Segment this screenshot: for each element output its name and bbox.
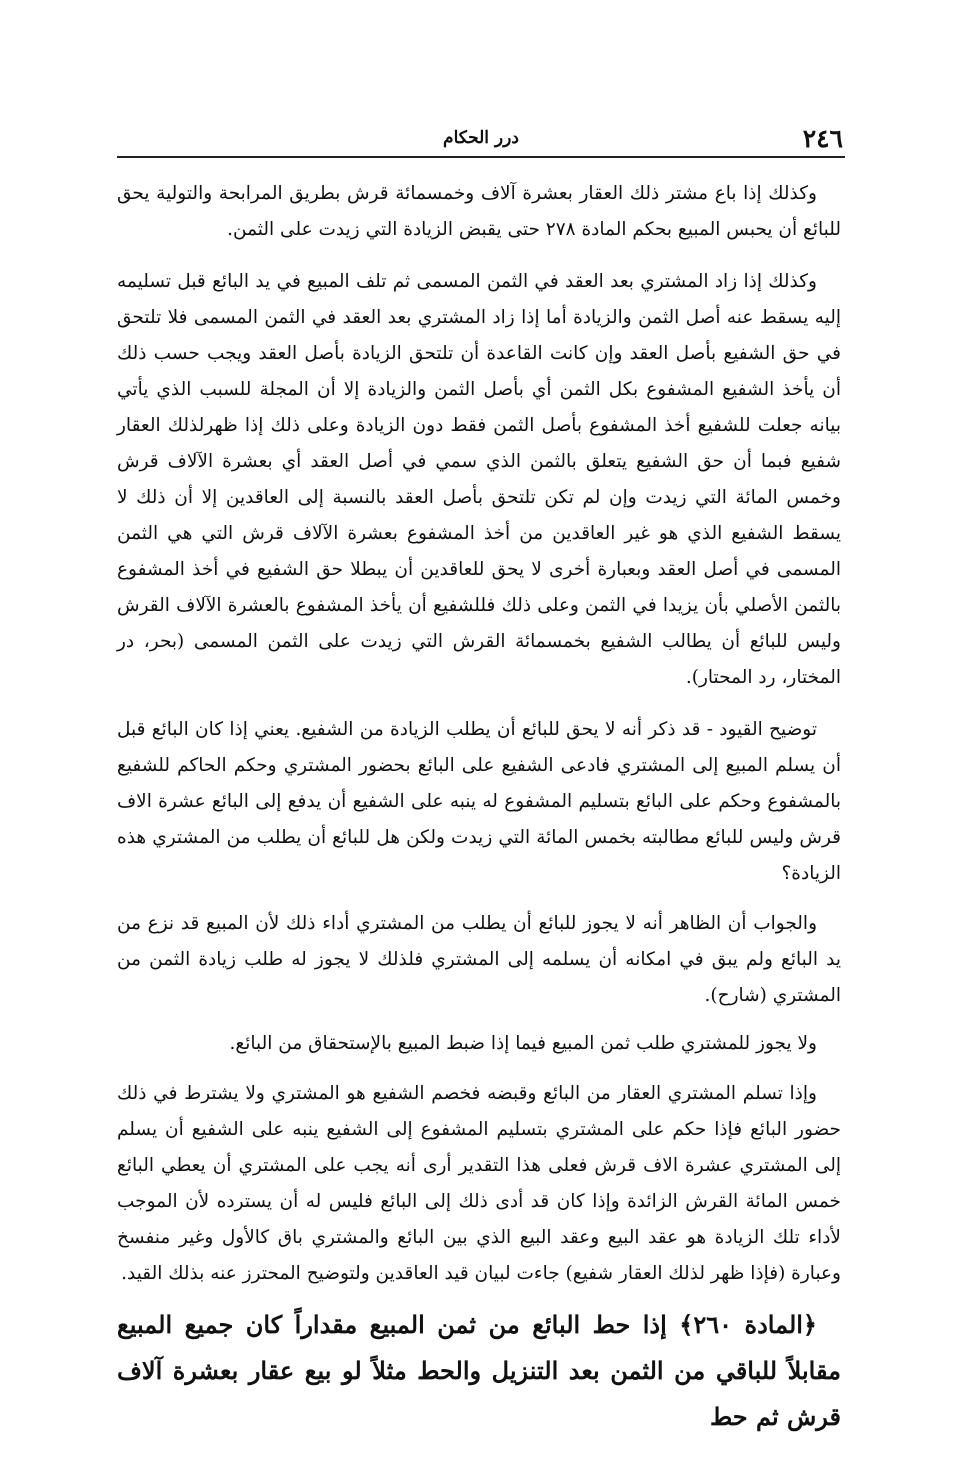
paragraph: ولا يجوز للمشتري طلب ثمن المبيع فيما إذا ضبط المبيع بالإستحقاق من البائع. [229, 1033, 817, 1054]
running-title: درر الحكام [443, 128, 519, 148]
paragraph: وإذا تسلم المشتري العقار من البائع وقبضه فخصم الشفيع هو المشتري ولا يشترط في ذلك حضور البائع فإذا حكم على المشتري بتسليم المشفوع إلى الشفيع ينبه على الشفيع أن يسلم إلى المشتري عشرة الاف قرش فعلى هذا التقدير أرى أنه يجب على المشتري أن يعطي البائع خمس المائة القرش الزائدة وإذا كان قد أدى ذلك إلى البائع فليس له أن يسترده لأن الموجب لأداء تلك الزيادة هو عقد البيع وعقد البيع الذي بين البائع والمشتري باق كالأول وغير منفسخ وعبارة (فإذا ظهر لذلك العقار شفيع) جاءت لبيان قيد العاقدين ولتوضيح المحترز عنه بذلك القيد. [117, 1083, 841, 1284]
page-body [117, 176, 841, 1440]
page-number: ٢٤٦ [802, 124, 843, 153]
paragraph: وكذلك إذا باع مشتر ذلك العقار بعشرة آلاف وخمسمائة قرش بطريق المرابحة والتولية يحق للبائع أن يحبس المبيع بحكم المادة ٢٧٨ حتى يقبض الزيادة التي زيدت على الثمن. [117, 183, 841, 240]
paragraph: والجواب أن الظاهر أنه لا يجوز للبائع أن يطلب من المشتري أداء ذلك لأن المبيع قد نزع من يد البائع ولم يبق في امكانه أن يسلمه إلى المشتري فلذلك لا يجوز له طلب زيادة الثمن من المشتري (شارح). [117, 913, 841, 1006]
paragraph: توضيح القيود - قد ذكر أنه لا يحق للبائع أن يطلب الزيادة من الشفيع. يعني إذا كان البائع قبل أن يسلم المبيع إلى المشتري فادعى الشفيع على البائع بحضور المشتري وحكم الحاكم للشفيع بالمشفوع وحكم على البائع بتسليم المشفوع له ينبه على الشفيع أن يدفع إلى البائع عشرة الاف قرش وليس للبائع مطالبته بخمس المائة التي زيدت ولكن هل للبائع أن يطلب من المشتري هذه الزيادة؟ [117, 719, 841, 884]
article-260: ﴿المادة ٢٦٠﴾ إذا حط البائع من ثمن المبيع مقداراً كان جميع المبيع مقابلاً للباقي من الثمن بعد التنزيل والحط مثلاً لو بيع عقار بعشرة آلاف قرش ثم حط [117, 1310, 841, 1431]
page-header [117, 122, 845, 158]
paragraph: وكذلك إذا زاد المشتري بعد العقد في الثمن المسمى ثم تلف المبيع في يد البائع قبل تسليمه إليه يسقط عنه أصل الثمن والزيادة أما إذا زاد المشتري بعد العقد في الثمن المسمى فلا تلتحق في حق الشفيع بأصل العقد وإن كانت القاعدة أن تلتحق الزيادة بأصل العقد ويجب حسب ذلك أن يأخذ الشفيع المشفوع بكل الثمن أي بأصل الثمن والزيادة إلا أن المجلة للسبب الذي يأتي بيانه جعلت للشفيع أخذ المشفوع بأصل الثمن فقط دون الزيادة وعلى ذلك إذا ظهرلذلك العقار شفيع فبما أن حق الشفيع يتعلق بالثمن الذي سمي في أصل العقد أي بعشرة الآلاف قرش وخمس المائة التي زيدت وإن لم تكن تلتحق بأصل العقد بالنسبة إلى العاقدين إلا أن ذلك لا يسقط الشفيع الذي هو غير العاقدين من أخذ المشفوع بعشرة الآلاف قرش التي هي الثمن المسمى في أصل العقد وبعبارة أخرى لا يحق للعاقدين أن يبطلا حق الشفيع في أخذ المشفوع بالثمن الأصلي بأن يزيدا في الثمن وعلى ذلك فللشفيع أن يأخذ المشفوع بالعشرة الآلاف القرش وليس للبائع أن يطالب الشفيع بخمسمائة القرش التي زيدت على الثمن المسمى (بحر، در المختار، رد المحتار). [117, 271, 841, 688]
